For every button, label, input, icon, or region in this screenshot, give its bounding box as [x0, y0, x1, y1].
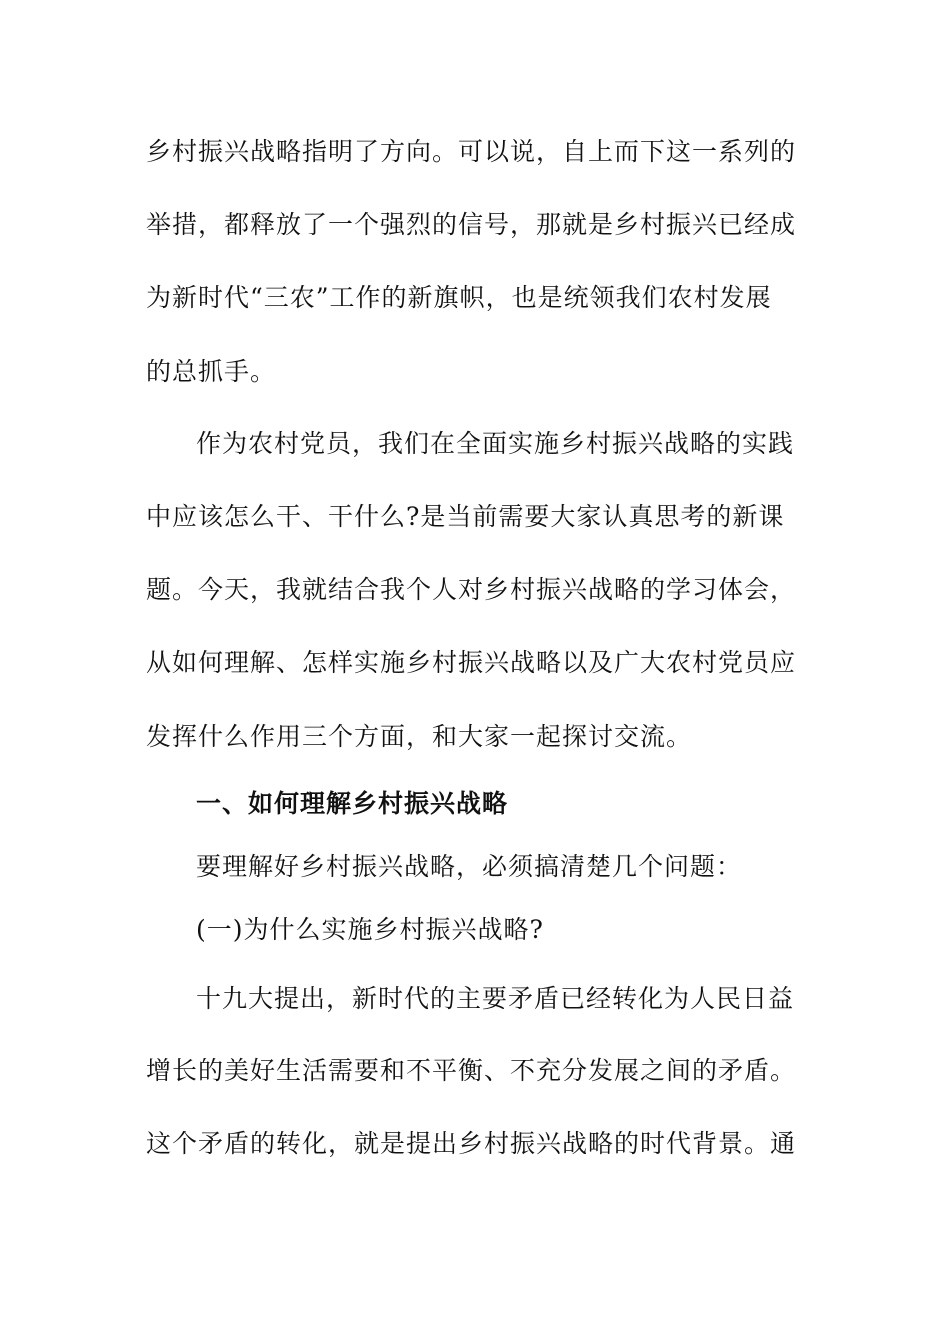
subsection-heading: (一)为什么实施乡村振兴战略? — [196, 915, 544, 944]
paragraph-line: 从如何理解、怎样实施乡村振兴战略以及广大农村党员应 — [146, 648, 797, 677]
paragraph-line: 举措，都释放了一个强烈的信号，那就是乡村振兴已经成 — [146, 210, 797, 239]
paragraph-line: 增长的美好生活需要和不平衡、不充分发展之间的矛盾。 — [146, 1056, 797, 1085]
paragraph-line: 发挥什么作用三个方面，和大家一起探讨交流。 — [146, 722, 693, 751]
paragraph-line: 这个矛盾的转化，就是提出乡村振兴战略的时代背景。通 — [146, 1129, 797, 1158]
paragraph-line: 的总抓手。 — [146, 357, 277, 386]
paragraph-line: 为新时代“三农”工作的新旗帜，也是统领我们农村发展 — [146, 283, 772, 312]
paragraph-line: 题。今天，我就结合我个人对乡村振兴战略的学习体会， — [146, 575, 797, 604]
paragraph-line: 作为农村党员，我们在全面实施乡村振兴战略的实践 — [196, 429, 795, 458]
section-heading: 一、如何理解乡村振兴战略 — [196, 789, 509, 818]
paragraph-line: 十九大提出，新时代的主要矛盾已经转化为人民日益 — [196, 984, 795, 1013]
paragraph-line: 乡村振兴战略指明了方向。可以说，自上而下这一系列的 — [146, 137, 797, 166]
paragraph-line: 中应该怎么干、干什么?是当前需要大家认真思考的新课 — [146, 502, 785, 531]
paragraph-line: 要理解好乡村振兴战略，必须搞清楚几个问题： — [196, 852, 743, 881]
